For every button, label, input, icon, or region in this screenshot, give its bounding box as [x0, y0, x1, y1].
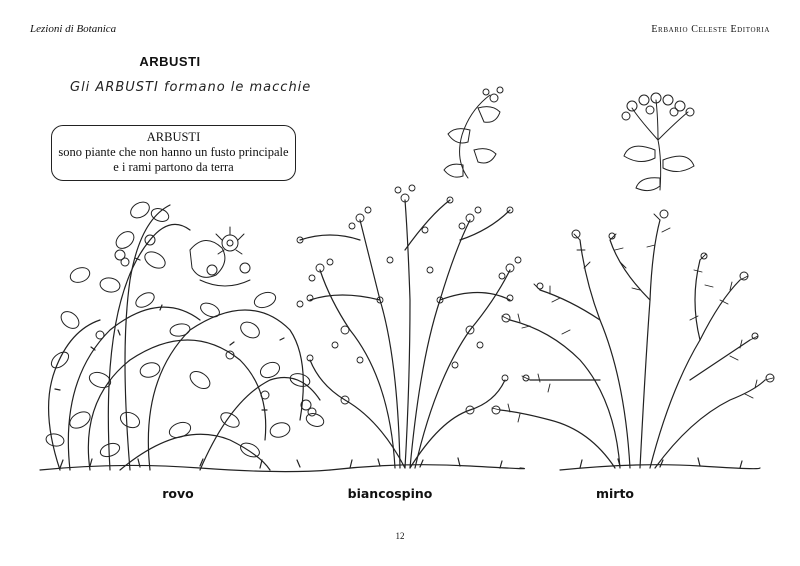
hawthorn-detail-icon: [444, 87, 503, 178]
bramble-detail-icon: [190, 227, 250, 286]
hawthorn-illustration: [300, 200, 524, 470]
bramble-illustration: [40, 205, 330, 472]
page-subtitle: Gli ARBUSTI formano le macchie: [70, 80, 312, 95]
myrtle-illustration: [500, 220, 765, 470]
myrtle-leaves: [492, 214, 773, 422]
definition-line-2: e i rami partono da terra: [113, 160, 234, 174]
plant-label-rovo: rovo: [162, 486, 194, 501]
header-book-title: Lezioni di Botanica: [30, 23, 117, 35]
definition-title: ARBUSTI: [146, 130, 201, 144]
page-number: 12: [395, 531, 405, 541]
definition-line-1: sono piante che non hanno un fusto principale: [58, 145, 289, 159]
plant-label-mirto: mirto: [595, 486, 635, 501]
header-publisher: Erbario Celeste Editoria: [651, 24, 770, 35]
myrtle-detail-icon: [622, 93, 694, 191]
plant-label-biancospino: biancospino: [347, 486, 433, 501]
page-title: ARBUSTI: [139, 54, 201, 69]
bramble-leaves: [45, 199, 325, 460]
bramble-berries: [96, 235, 316, 416]
myrtle-berries: [492, 210, 774, 414]
